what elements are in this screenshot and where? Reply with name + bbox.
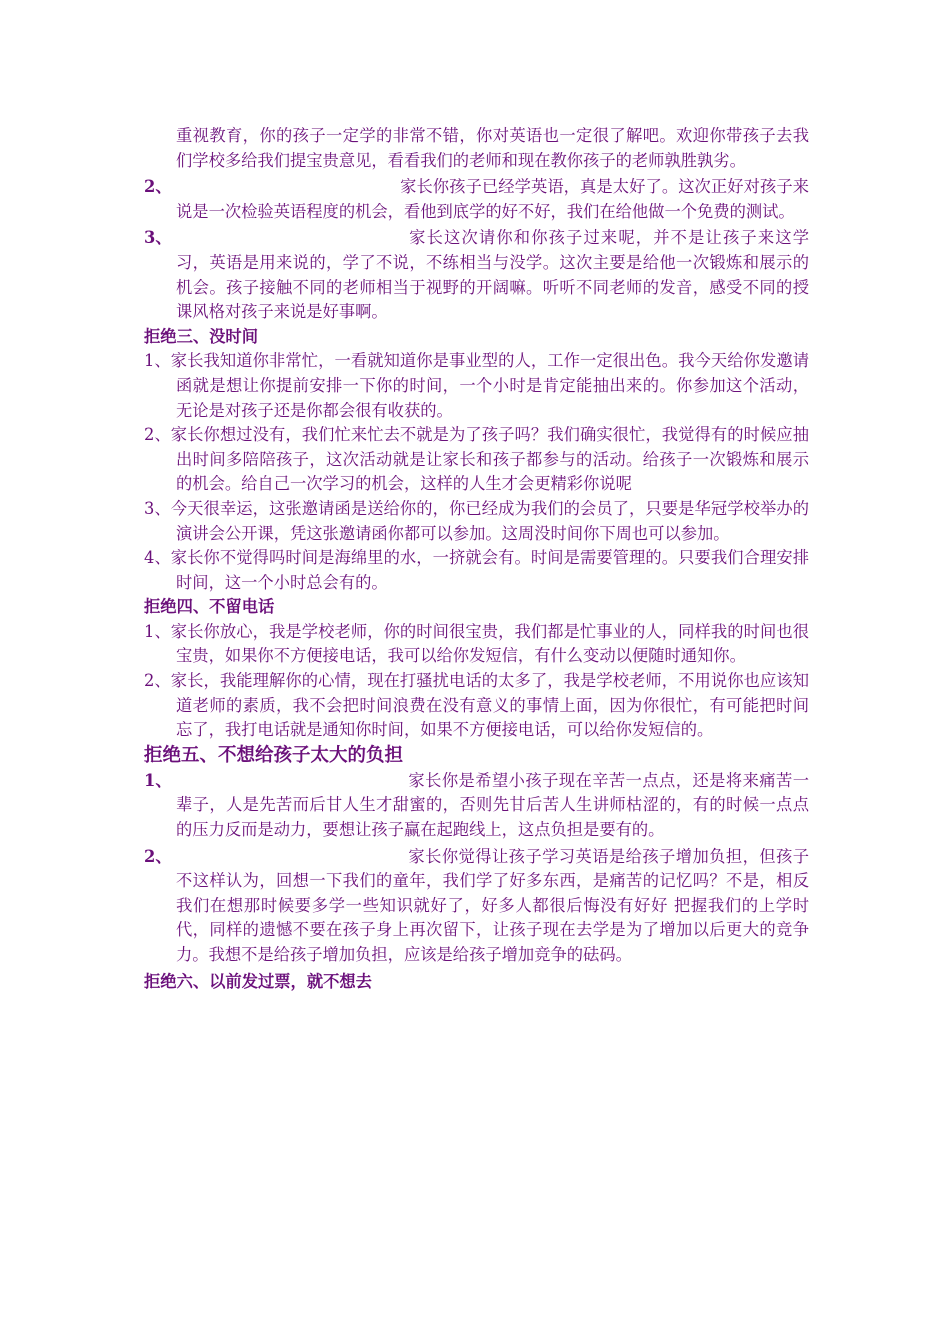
list-item: 1、家长我知道你非常忙，一看就知道你是事业型的人，工作一定很出色。我今天给你发邀请函就是想让你提前安排一下你的时间，一个小时是肯定能抽出来的。你参加这个活动，无论是对孩子还是你都会很有收获的。 [144,351,809,420]
list-item: 1、家长你放心，我是学校老师，你的时间很宝贵，我们都是忙事业的人，同样我的时间也很宝贵，如果你不方便接电话，我可以给你发短信，有什么变动以便随时通知你。 [144,621,809,666]
answer-2-number: 2、 [144,177,172,197]
answer-5-1-number: 1、 [144,770,172,790]
answer-5-1 [144,769,809,843]
list-item: 2、家长，我能理解你的心情，现在打骚扰电话的太多了，我是学校老师，不用说你也应该知道老师的素质，我不会把时间浪费在没有意义的事情上面，因为你很忙，有可能把时间忘了，我打电话就是通知你时间，如果不方便接电话，可以给你发短信的。 [144,671,809,740]
answer-2-text: 家长你孩子已经学英语，真是太好了。这次正好对孩子来说是一次检验英语程度的机会，看他到底学的好不好，我们在给他做一个免费的测试。 [176,177,809,221]
list-item: 2、家长你想过没有，我们忙来忙去不就是为了孩子吗？我们确实很忙，我觉得有的时候应抽出时间多陪陪孩子，这次活动就是让家长和孩子都参与的活动。给孩子一次锻炼和展示的机会。给自己一次学习的机会，这样的人生才会更精彩你说呢 [144,425,809,494]
section-heading-6: 拒绝六、以前发过票，就不想去 [144,971,372,991]
list-item: 4、家长你不觉得吗时间是海绵里的水，一挤就会有。时间是需要管理的。只要我们合理安排时间，这一个小时总会有的。 [144,548,809,592]
answer-5-2-number: 2、 [144,846,172,866]
section-heading-4: 拒绝四、不留电话 [144,597,275,617]
paragraph-continued: 重视教育，你的孩子一定学的非常不错，你对英语也一定很了解吧。欢迎你带孩子去我们学校多给我们提宝贵意见，看看我们的老师和现在教你孩子的老师孰胜孰劣。 [176,126,809,170]
answer-2 [144,175,809,224]
answer-5-2-text: 家长你觉得让孩子学习英语是给孩子增加负担，但孩子不这样认为，回想一下我们的童年，我们学了好多东西，是痛苦的记忆吗？不是，相反我们在想那时候要多学一些知识就好了，好多人都很后悔没有好好 把握我们的上学时代，同样的遗憾不要在孩子身上再次留下，让孩子现在去学是为了增加以后更大的竞争力。我想不是给孩子增加负担，应该是给孩子增加竞争的砝码。 [176,846,809,964]
answer-3-number: 3、 [144,228,172,248]
answer-3 [144,226,809,324]
list-item: 3、今天很幸运，这张邀请函是送给你的，你已经成为我们的会员了，只要是华冠学校举办的演讲会公开课，凭这张邀请函你都可以参加。这周没时间你下周也可以参加。 [144,498,809,543]
answer-5-1-text: 家长你是希望小孩子现在辛苦一点点，还是将来痛苦一辈子，人是先苦而后甘人生才甜蜜的，否则先甘后苦人生讲师枯涩的，有的时候一点点的压力反而是动力，要想让孩子赢在起跑线上，这点负担是要有的。 [176,770,809,840]
answer-3-text: 家长这次请你和你孩子过来呢，并不是让孩子来这学习，英语是用来说的，学了不说，不练相当与没学。这次主要是给他一次锻炼和展示的机会。孩子接触不同的老师相当于视野的开阔嘛。听听不同老师的发音，感受不同的授课风格对孩子来说是好事啊。 [176,228,809,322]
answer-5-2 [144,845,809,968]
section-heading-3: 拒绝三、没时间 [144,326,258,346]
section-heading-5: 拒绝五、不想给孩子太大的负担 [144,744,404,766]
document-body [144,124,809,994]
